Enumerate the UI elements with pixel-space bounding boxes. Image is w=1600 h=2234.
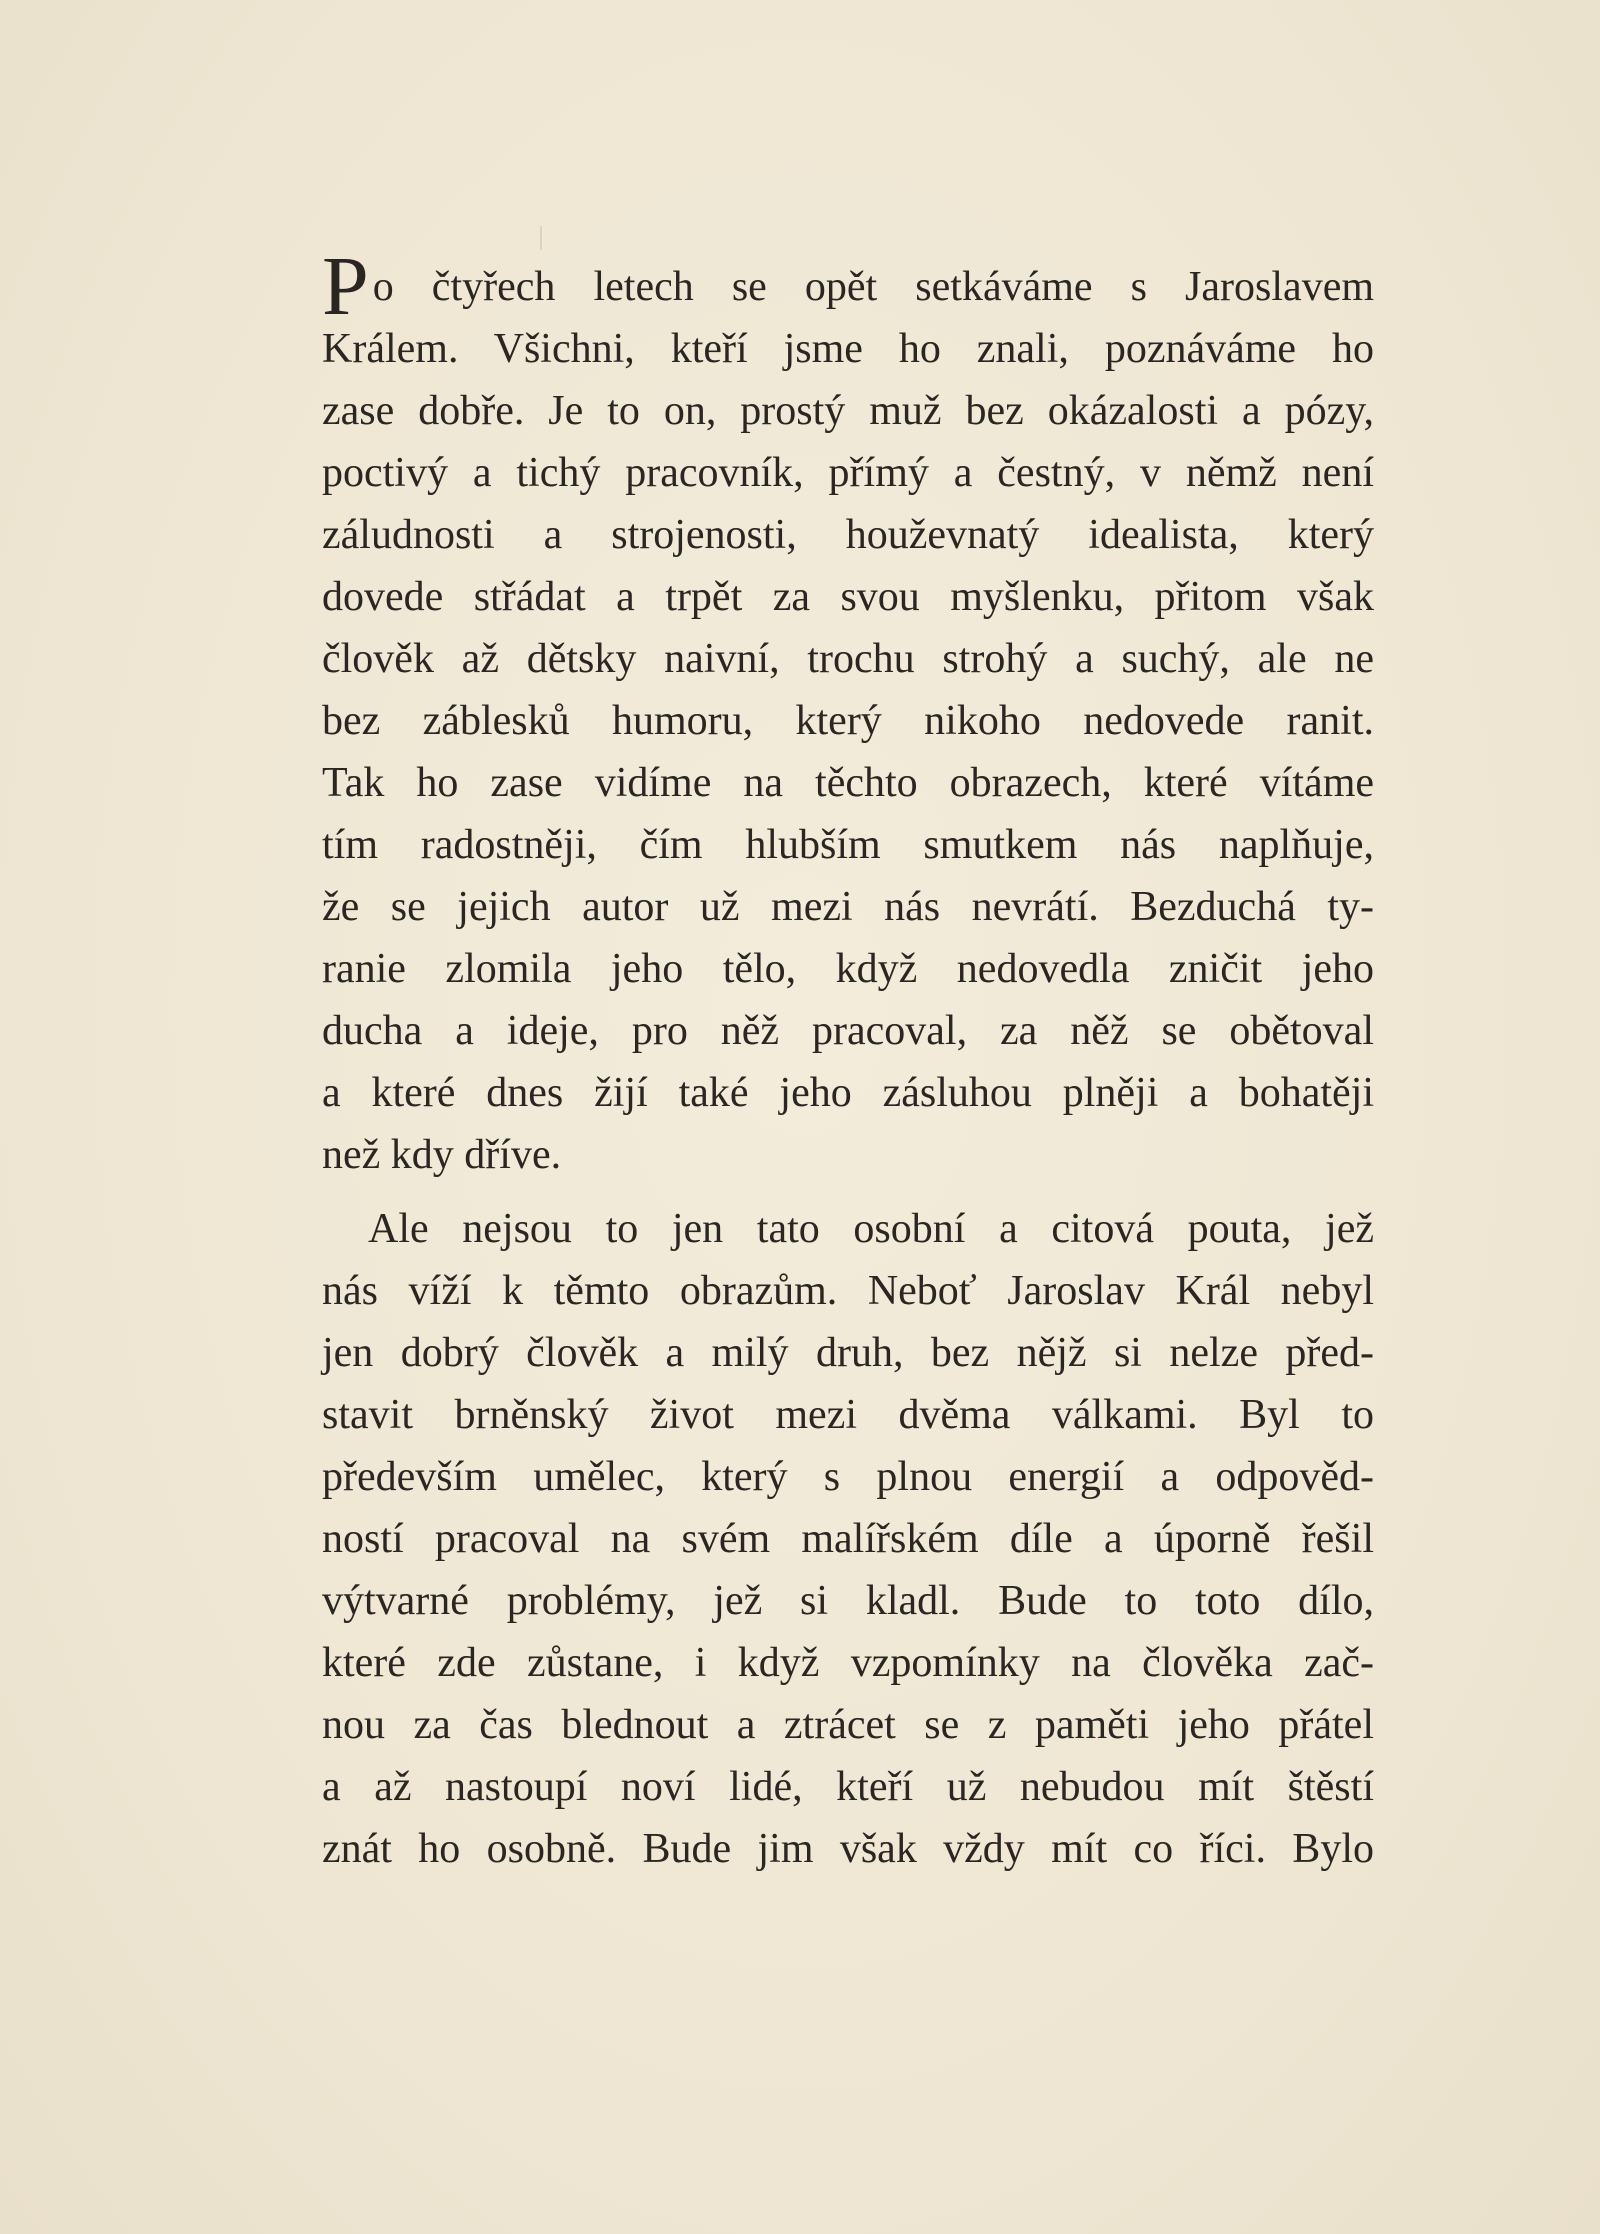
text-line: člověk až dětsky naivní, trochu strohý a suchý, ale ne (322, 636, 1374, 682)
text-line: stavit brněnský život mezi dvěma válkami. Byl to (322, 1392, 1374, 1438)
text-line: které zde zůstane, i když vzpomínky na člověka zač- (322, 1640, 1374, 1686)
text-line: výtvarné problémy, jež si kladl. Bude to toto dílo, (322, 1578, 1374, 1624)
text-line: a které dnes žijí také jeho zásluhou plněji a bohatěji (322, 1070, 1374, 1116)
text-line: záludnosti a strojenosti, houževnatý idealista, který (322, 512, 1374, 558)
text-line: ducha a ideje, pro něž pracoval, za něž se obětoval (322, 1008, 1374, 1054)
text-line: dovede střádat a trpět za svou myšlenku, přitom však (322, 574, 1374, 620)
text-line: bez záblesků humoru, který nikoho nedovede ranit. (322, 698, 1374, 744)
text-line: znát ho osobně. Bude jim však vždy mít co říci. Bylo (322, 1826, 1374, 1872)
text-line: nás víží k těmto obrazům. Neboť Jaroslav Král nebyl (322, 1268, 1374, 1314)
text-line: než kdy dříve. (322, 1132, 562, 1178)
paragraph-2 (322, 1198, 1374, 1880)
text-line: jen dobrý člověk a milý druh, bez nějž si nelze před- (322, 1330, 1374, 1376)
text-line: nou za čas blednout a ztrácet se z paměti jeho přátel (322, 1702, 1374, 1748)
text-line: a až nastoupí noví lidé, kteří už nebudou mít štěstí (322, 1764, 1374, 1810)
text-line: ranie zlomila jeho tělo, když nedovedla zničit jeho (322, 946, 1374, 992)
drop-cap: P (322, 240, 369, 333)
text-line: Králem. Všichni, kteří jsme ho znali, poznáváme ho (322, 326, 1374, 372)
text-line: Ale nejsou to jen tato osobní a citová pouta, jež (368, 1206, 1374, 1252)
first-line (322, 240, 1374, 333)
text-line: tím radostněji, čím hlubším smutkem nás naplňuje, (322, 822, 1374, 868)
text-line: zase dobře. Je to on, prostý muž bez okázalosti a pózy, (322, 388, 1374, 434)
text-line: Tak ho zase vidíme na těchto obrazech, které vítáme (322, 760, 1374, 806)
text-line: ností pracoval na svém malířském díle a úporně řešil (322, 1516, 1374, 1562)
body-text (322, 240, 1374, 1880)
page-mark (540, 226, 542, 250)
text-line: poctivý a tichý pracovník, přímý a čestný, v němž není (322, 450, 1374, 496)
paragraph-1 (322, 318, 1374, 1186)
text-line: především umělec, který s plnou energií a odpověd- (322, 1454, 1374, 1500)
first-line-text: o čtyřech letech se opět setkáváme s Jaroslavem (372, 264, 1374, 310)
text-line: že se jejich autor už mezi nás nevrátí. Bezduchá ty- (322, 884, 1374, 930)
